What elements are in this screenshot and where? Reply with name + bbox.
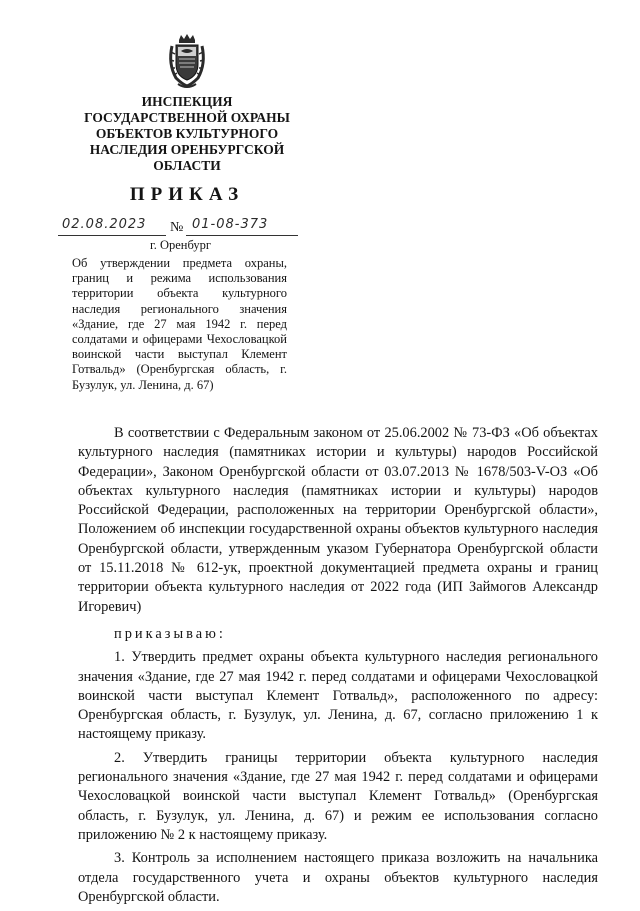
order-city: г. Оренбург (150, 238, 211, 252)
order-item: 3. Контроль за исполнением настоящего приказа возложить на начальника отдела государственного учета и охраны объектов культурного наследия Оренбургской области. (78, 850, 598, 905)
agency-name-line: ИНСПЕКЦИЯ (141, 94, 233, 109)
order-number-sign: № (170, 220, 184, 235)
order-date-number (58, 219, 328, 239)
decree-word: приказываю: (114, 625, 226, 642)
number-underline (186, 235, 298, 236)
agency-name (62, 94, 312, 174)
agency-name-line: ГОСУДАРСТВЕННОЙ ОХРАНЫ (84, 110, 290, 125)
agency-name-line: НАСЛЕДИЯ ОРЕНБУРГСКОЙ (89, 142, 285, 157)
order-title: ПРИКАЗ (129, 184, 245, 205)
agency-name-line: ОБЛАСТИ (153, 158, 221, 173)
agency-name-line: ОБЪЕКТОВ КУЛЬТУРНОГО (95, 126, 279, 141)
order-date-handwritten: 02.08.2023 (62, 217, 147, 232)
order-number-handwritten: 01-08-373 (192, 217, 269, 232)
coat-of-arms-icon (166, 34, 208, 90)
order-subject: Об утверждении предмета охраны, границ и режима использования территории объекта культурного наследия регионального значения «Здание, где 27 мая 1942 г. перед солдатами и офицерами Чехословацкой воинской части выступал Клемент Готвальд» (Оренбургская область, г. Бузулук, ул. Ленина, д. 67) (72, 256, 287, 392)
order-item: 2. Утвердить границы территории объекта культурного наследия регионального значения «Здание, где 27 мая 1942 г. перед солдатами и офицерами Чехословацкой воинской части выступал Клемент Готвальд» (Оренбургская область, г. Бузулук, ул. Ленина, д. 67) и режим ее использования согласно приложению № 2 к настоящему приказу. (78, 749, 598, 843)
order-body (78, 424, 598, 911)
preamble-paragraph: В соответствии с Федеральным законом от 25.06.2002 № 73-ФЗ «Об объектах культурного наследия (памятниках истории и культуры) народов Российской Федерации», Законом Оренбургской области от 03.07.2013 № 1678/503-V-ОЗ «Об объектах культурного наследия (памятниках истории и культуры) народов Российской Федерации, расположенных на территории Оренбургской области», Положением об инспекции государственной охраны объектов культурного наследия Оренбургской области, утвержденным указом Губернатора Оренбургской области от 15.11.2018 № 612-ук, проектной документацией предмета охраны и границ территории объекта культурного наследия от 2022 года (ИП Займогов Александр Игоревич) (78, 425, 598, 615)
date-underline (58, 235, 166, 236)
order-item: 1. Утвердить предмет охраны объекта культурного наследия регионального значения «Здание, где 27 мая 1942 г. перед солдатами и офицерами Чехословацкой воинской части выступал Клемент Готвальд», расположенного по адресу: Оренбургская область, г. Бузулук, ул. Ленина, д. 67, согласно приложению 1 к настоящему приказу. (78, 649, 598, 743)
